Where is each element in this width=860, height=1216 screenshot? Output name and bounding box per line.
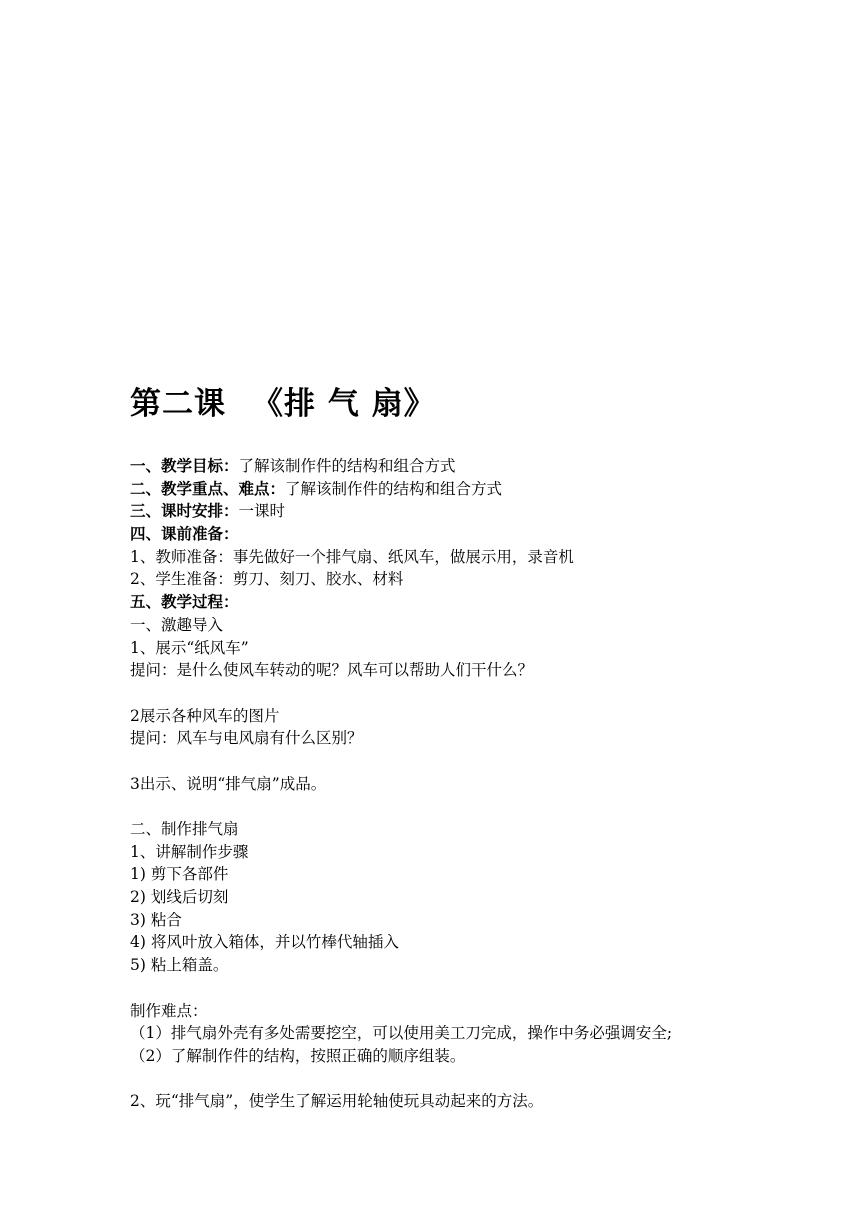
question-2: 提问：风车与电风扇有什么区别？ bbox=[130, 729, 363, 748]
explain-steps: 1、讲解制作步骤 bbox=[130, 842, 249, 861]
blank-line bbox=[130, 1068, 850, 1091]
lesson-title bbox=[130, 384, 436, 424]
time-line bbox=[130, 500, 850, 523]
blank-line bbox=[130, 750, 850, 773]
intro-step-1: 1、展示“纸风车” bbox=[130, 638, 249, 657]
step-item: 2) 划线后切刻 bbox=[130, 888, 229, 907]
goal-text: 了解该制作件的结构和组合方式 bbox=[238, 457, 456, 475]
step-item: 5) 粘上箱盖。 bbox=[130, 956, 229, 975]
question-1: 提问：是什么使风车转动的呢？风车可以帮助人们干什么？ bbox=[130, 661, 534, 680]
lesson-body bbox=[130, 455, 850, 1113]
lesson-number: 第二课 bbox=[130, 386, 226, 422]
difficulty-label: 制作难点： bbox=[130, 1001, 208, 1020]
focus-text: 了解该制作件的结构和组合方式 bbox=[285, 479, 503, 498]
step-item: 3) 粘合 bbox=[130, 910, 182, 929]
lesson-name: 《排 气 扇》 bbox=[252, 386, 436, 422]
blank-line bbox=[130, 795, 850, 818]
focus-line bbox=[130, 478, 850, 501]
make-heading: 二、制作排气扇 bbox=[130, 820, 239, 838]
teacher-prep: 1、教师准备：事先做好一个排气扇、纸风车，做展示用，录音机 bbox=[130, 547, 574, 566]
blank-line bbox=[130, 682, 850, 705]
step-item: 1) 剪下各部件 bbox=[130, 865, 229, 884]
difficulty-1: （1）排气扇外壳有多处需要挖空，可以使用美工刀完成，操作中务必强调安全; bbox=[130, 1024, 673, 1043]
difficulty-2: （2）了解制作件的结构，按照正确的顺序组装。 bbox=[130, 1046, 466, 1065]
process-label: 五、教学过程： bbox=[130, 592, 239, 612]
goal-line bbox=[130, 455, 850, 478]
step-item: 4) 将风叶放入箱体，并以竹棒代轴插入 bbox=[130, 933, 399, 952]
student-prep: 2、学生准备：剪刀、刻刀、胶水、材料 bbox=[130, 570, 404, 589]
play-step: 2、玩“排气扇”，使学生了解运用轮轴使玩具动起来的方法。 bbox=[130, 1092, 544, 1111]
blank-line bbox=[130, 977, 850, 1000]
intro-step-2: 2展示各种风车的图片 bbox=[130, 706, 280, 725]
intro-step-3: 3出示、说明“排气扇”成品。 bbox=[130, 774, 327, 793]
prep-label: 四、课前准备： bbox=[130, 524, 239, 544]
time-text: 一课时 bbox=[238, 502, 286, 521]
time-label: 三、课时安排： bbox=[130, 501, 239, 521]
goal-label: 一、教学目标： bbox=[130, 456, 239, 475]
intro-heading: 一、激趣导入 bbox=[130, 615, 224, 634]
focus-label: 二、教学重点、难点： bbox=[130, 478, 286, 498]
